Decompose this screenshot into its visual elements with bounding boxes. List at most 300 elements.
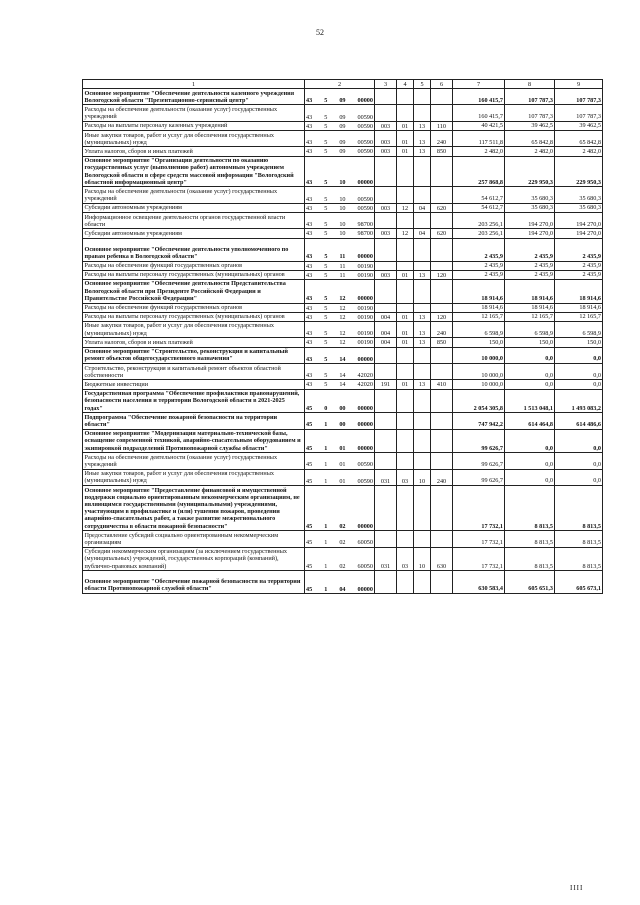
code-part: 14 — [339, 355, 346, 363]
section-code — [397, 389, 414, 413]
amount-col-8: 194 270,0 — [505, 213, 555, 229]
row-name: Основное мероприятие "Обеспечение деятельности Представительства Вологодской области при Президенте Российской Федерации и Правительстве Российской Федерации" — [83, 279, 305, 303]
table-row — [83, 364, 603, 380]
section-code — [397, 89, 414, 105]
amount-col-9: 0,0 — [555, 469, 603, 485]
expense-type-code: 410 — [431, 380, 453, 389]
amount-col-7: 2 054 305,8 — [453, 389, 505, 413]
row-name: Бюджетные инвестиции — [83, 380, 305, 389]
subsection-code: 13 — [414, 321, 431, 337]
row-name: Иные закупки товаров, работ и услуг для обеспечения государственных (муниципальных) нужд — [83, 321, 305, 337]
target-code-cell — [305, 121, 375, 130]
ministry-code — [375, 238, 397, 261]
code-part: 1 — [324, 477, 328, 485]
target-code — [305, 148, 374, 155]
amount-col-9: 0,0 — [555, 453, 603, 469]
expense-type-code — [431, 413, 453, 429]
amount-col-7: 12 165,7 — [453, 312, 505, 321]
expense-type-code — [431, 453, 453, 469]
code-part: 5 — [324, 372, 328, 380]
row-name: Расходы на выплаты персоналу государственных (муниципальных) органов — [83, 270, 305, 279]
code-part: 09 — [339, 139, 346, 147]
row-name: Основное мероприятие "Обеспечение деятельности уполномоченного по правам ребенка в Вологодской области" — [83, 238, 305, 261]
section-code: 03 — [397, 547, 414, 571]
amount-col-8: 8 813,5 — [505, 531, 555, 547]
ministry-code — [375, 389, 397, 413]
code-part: 10 — [339, 230, 346, 238]
target-code — [305, 445, 374, 452]
subsection-code — [414, 389, 431, 413]
subsection-code — [414, 429, 431, 453]
amount-col-8: 18 914,6 — [505, 279, 555, 303]
amount-col-7: 6 598,9 — [453, 321, 505, 337]
amount-col-7: 203 256,1 — [453, 213, 505, 229]
ministry-code — [375, 347, 397, 363]
amount-col-9: 1 493 083,2 — [555, 389, 603, 413]
code-part: 45 — [306, 477, 313, 485]
amount-col-8: 35 680,3 — [505, 203, 555, 212]
code-part: 43 — [306, 179, 313, 187]
code-part: 5 — [324, 97, 328, 105]
code-part: 43 — [306, 204, 313, 212]
ministry-code — [375, 531, 397, 547]
target-code — [305, 381, 374, 388]
code-part: 09 — [339, 97, 346, 105]
code-part: 01 — [339, 477, 346, 485]
subsection-code — [414, 187, 431, 203]
amount-col-8: 605 651,3 — [505, 571, 555, 594]
page-number: 52 — [316, 28, 324, 37]
section-code — [397, 571, 414, 594]
code-part: 00 — [339, 405, 346, 413]
code-part: 00590 — [357, 148, 373, 156]
target-code-cell — [305, 238, 375, 261]
code-part: 5 — [324, 271, 328, 279]
amount-col-8: 150,0 — [505, 338, 555, 347]
code-part: 5 — [324, 113, 328, 121]
code-part: 45 — [306, 461, 313, 469]
amount-col-9: 194 270,0 — [555, 213, 603, 229]
section-code: 01 — [397, 312, 414, 321]
target-code-cell — [305, 453, 375, 469]
amount-col-8: 0,0 — [505, 364, 555, 380]
section-code: 01 — [397, 131, 414, 147]
target-code — [305, 330, 374, 337]
ministry-code: 004 — [375, 338, 397, 347]
amount-col-9: 2 435,9 — [555, 270, 603, 279]
expense-type-code — [431, 429, 453, 453]
section-code: 01 — [397, 380, 414, 389]
target-code-cell — [305, 469, 375, 485]
subsection-code — [414, 364, 431, 380]
section-code — [397, 413, 414, 429]
row-name: Субсидии автономным учреждениям — [83, 203, 305, 212]
row-name: Расходы на выплаты персоналу казенных учреждений — [83, 121, 305, 130]
code-part: 00000 — [357, 253, 373, 261]
expense-type-code — [431, 213, 453, 229]
table-row — [83, 347, 603, 363]
col-header: 2 — [305, 80, 375, 89]
row-name: Расходы на обеспечение функций государственных органов — [83, 261, 305, 270]
target-code — [305, 221, 374, 228]
amount-col-7: 203 256,1 — [453, 229, 505, 238]
target-code-cell — [305, 203, 375, 212]
section-code: 12 — [397, 229, 414, 238]
table-row — [83, 321, 603, 337]
subsection-code — [414, 453, 431, 469]
code-part: 00190 — [357, 271, 373, 279]
code-part: 43 — [306, 139, 313, 147]
amount-col-7: 10 000,0 — [453, 364, 505, 380]
amount-col-8: 39 462,5 — [505, 121, 555, 130]
amount-col-9: 8 813,5 — [555, 547, 603, 571]
expense-type-code — [431, 187, 453, 203]
target-code-cell — [305, 105, 375, 121]
amount-col-9: 2 482,0 — [555, 147, 603, 156]
amount-col-7: 2 435,9 — [453, 270, 505, 279]
amount-col-8: 0,0 — [505, 429, 555, 453]
expense-type-code — [431, 347, 453, 363]
col-header: 9 — [555, 80, 603, 89]
target-code — [305, 205, 374, 212]
budget-table — [82, 79, 603, 594]
code-part: 00590 — [357, 195, 373, 203]
target-code — [305, 539, 374, 546]
code-part: 43 — [306, 230, 313, 238]
code-part: 09 — [339, 113, 346, 121]
ministry-code — [375, 486, 397, 531]
code-part: 00190 — [357, 313, 373, 321]
target-code — [305, 356, 374, 363]
section-code: 01 — [397, 338, 414, 347]
ministry-code: 004 — [375, 312, 397, 321]
section-code — [397, 105, 414, 121]
table-row — [83, 531, 603, 547]
amount-col-8: 0,0 — [505, 453, 555, 469]
code-part: 11 — [339, 253, 346, 261]
ministry-code — [375, 571, 397, 594]
code-part: 5 — [324, 339, 328, 347]
amount-col-7: 18 914,6 — [453, 303, 505, 312]
amount-col-9: 2 435,9 — [555, 261, 603, 270]
code-part: 43 — [306, 253, 313, 261]
table-row — [83, 453, 603, 469]
row-name: Уплата налогов, сборов и иных платежей — [83, 338, 305, 347]
section-code: 12 — [397, 203, 414, 212]
target-code — [305, 339, 374, 346]
code-part: 00190 — [357, 339, 373, 347]
expense-type-code: 620 — [431, 229, 453, 238]
target-code-cell — [305, 213, 375, 229]
col-header: 6 — [431, 80, 453, 89]
code-part: 00000 — [357, 179, 373, 187]
ministry-code: 191 — [375, 380, 397, 389]
section-code — [397, 347, 414, 363]
expense-type-code — [431, 531, 453, 547]
subsection-code — [414, 531, 431, 547]
section-code: 01 — [397, 270, 414, 279]
amount-col-7: 99 626,7 — [453, 469, 505, 485]
code-part: 43 — [306, 330, 313, 338]
target-code-cell — [305, 89, 375, 105]
row-name: Субсидии некоммерческим организациям (за исключением государственных (муниципальных) учреждений, государственных корпораций (компаний), публично-правовых компаний) — [83, 547, 305, 571]
amount-col-7: 54 612,7 — [453, 203, 505, 212]
code-part: 14 — [339, 381, 346, 389]
row-name: Иные закупки товаров, работ и услуг для обеспечения государственных (муниципальных) нужд — [83, 469, 305, 485]
ministry-code — [375, 279, 397, 303]
target-code — [305, 263, 374, 270]
amount-col-7: 17 732,1 — [453, 547, 505, 571]
code-part: 1 — [324, 445, 328, 453]
table-row — [83, 270, 603, 279]
amount-col-8: 614 464,8 — [505, 413, 555, 429]
code-part: 5 — [324, 304, 328, 312]
target-code-cell — [305, 279, 375, 303]
code-part: 98700 — [357, 221, 373, 229]
amount-col-9: 194 270,0 — [555, 229, 603, 238]
expense-type-code: 240 — [431, 321, 453, 337]
table-row — [83, 469, 603, 485]
table-row — [83, 413, 603, 429]
row-name: Основное мероприятие "Модернизация материально-технической базы, оснащение современной техникой, аварийно-спасательным оборудованием и экипировкой подразделений Противопожарной службы области" — [83, 429, 305, 453]
table-row — [83, 156, 603, 187]
ministry-code — [375, 105, 397, 121]
target-code — [305, 97, 374, 104]
code-part: 43 — [306, 221, 313, 229]
code-part: 02 — [339, 539, 346, 547]
ministry-code: 003 — [375, 229, 397, 238]
section-code — [397, 364, 414, 380]
ministry-code: 003 — [375, 147, 397, 156]
code-part: 43 — [306, 339, 313, 347]
row-name: Расходы на обеспечение деятельности (оказание услуг) государственных учреждений — [83, 453, 305, 469]
target-code-cell — [305, 364, 375, 380]
code-part: 00 — [339, 421, 346, 429]
target-code — [305, 230, 374, 237]
target-code-cell — [305, 321, 375, 337]
table-row — [83, 238, 603, 261]
table-row — [83, 147, 603, 156]
table-row — [83, 105, 603, 121]
amount-col-7: 747 942,2 — [453, 413, 505, 429]
amount-col-9: 605 673,1 — [555, 571, 603, 594]
amount-col-9: 8 813,5 — [555, 486, 603, 531]
amount-col-8: 0,0 — [505, 347, 555, 363]
code-part: 00190 — [357, 330, 373, 338]
subsection-code — [414, 238, 431, 261]
expense-type-code: 620 — [431, 203, 453, 212]
target-code — [305, 405, 374, 412]
table-row — [83, 429, 603, 453]
amount-col-9: 18 914,6 — [555, 279, 603, 303]
expense-type-code: 850 — [431, 338, 453, 347]
code-part: 09 — [339, 148, 346, 156]
amount-col-7: 150,0 — [453, 338, 505, 347]
code-part: 43 — [306, 195, 313, 203]
code-part: 10 — [339, 179, 346, 187]
col-header: 4 — [397, 80, 414, 89]
table-row — [83, 571, 603, 594]
code-part: 60050 — [357, 563, 373, 571]
code-part: 5 — [324, 262, 328, 270]
ministry-code: 003 — [375, 270, 397, 279]
target-code — [305, 586, 374, 593]
code-part: 43 — [306, 372, 313, 380]
table-row — [83, 303, 603, 312]
expense-type-code: 110 — [431, 121, 453, 130]
code-part: 0 — [324, 405, 328, 413]
target-code — [305, 523, 374, 530]
amount-col-9: 65 842,8 — [555, 131, 603, 147]
row-name: Основное мероприятие "Обеспечение пожарной безопасности на территории области Противопожарной службой области" — [83, 571, 305, 594]
code-part: 43 — [306, 148, 313, 156]
amount-col-7: 99 626,7 — [453, 453, 505, 469]
ministry-code — [375, 303, 397, 312]
code-part: 5 — [324, 313, 328, 321]
code-part: 43 — [306, 355, 313, 363]
amount-col-9: 107 787,3 — [555, 89, 603, 105]
code-part: 1 — [324, 523, 328, 531]
amount-col-9: 8 813,5 — [555, 531, 603, 547]
col-header: 7 — [453, 80, 505, 89]
subsection-code: 13 — [414, 380, 431, 389]
code-part: 5 — [324, 381, 328, 389]
code-part: 60050 — [357, 539, 373, 547]
code-part: 5 — [324, 221, 328, 229]
amount-col-8: 65 842,8 — [505, 131, 555, 147]
code-part: 42020 — [357, 381, 373, 389]
expense-type-code — [431, 261, 453, 270]
code-part: 45 — [306, 445, 313, 453]
row-name: Расходы на выплаты персоналу государственных (муниципальных) органов — [83, 312, 305, 321]
ministry-code — [375, 187, 397, 203]
expense-type-code — [431, 238, 453, 261]
target-code-cell — [305, 338, 375, 347]
expense-type-code — [431, 303, 453, 312]
code-part: 43 — [306, 271, 313, 279]
target-code-cell — [305, 413, 375, 429]
table-row — [83, 389, 603, 413]
expense-type-code — [431, 571, 453, 594]
target-code — [305, 478, 374, 485]
amount-col-7: 54 612,7 — [453, 187, 505, 203]
code-part: 45 — [306, 563, 313, 571]
amount-col-9: 614 486,6 — [555, 413, 603, 429]
col-header: 1 — [83, 80, 305, 89]
code-part: 45 — [306, 421, 313, 429]
code-part: 00590 — [357, 204, 373, 212]
amount-col-9: 18 914,6 — [555, 303, 603, 312]
expense-type-code: 630 — [431, 547, 453, 571]
amount-col-9: 0,0 — [555, 347, 603, 363]
amount-col-8: 2 435,9 — [505, 270, 555, 279]
code-part: 42020 — [357, 372, 373, 380]
target-code-cell — [305, 303, 375, 312]
code-part: 1 — [324, 585, 328, 593]
amount-col-8: 229 950,3 — [505, 156, 555, 187]
ministry-code: 031 — [375, 469, 397, 485]
table-row — [83, 338, 603, 347]
subsection-code: 13 — [414, 270, 431, 279]
row-name: Подпрограмма "Обеспечение пожарной безопасности на территории области" — [83, 413, 305, 429]
section-code: 01 — [397, 121, 414, 130]
ministry-code: 003 — [375, 131, 397, 147]
target-code-cell — [305, 131, 375, 147]
expense-type-code — [431, 389, 453, 413]
expense-type-code: 240 — [431, 469, 453, 485]
target-code — [305, 139, 374, 146]
row-name: Основное мероприятие "Предоставление финансовой и имущественной поддержки социально ориентированным некоммерческим организациям, не являющимся государственными (муниципальными) учреждениями, участвующим в профилактике и (или) тушении пожаров, проведении аварийно-спасательных работ, а также развитие межрегионального сотрудничества в области пожарной безопасности" — [83, 486, 305, 531]
code-part: 5 — [324, 230, 328, 238]
target-code-cell — [305, 547, 375, 571]
amount-col-7: 10 000,0 — [453, 347, 505, 363]
code-part: 43 — [306, 122, 313, 130]
ministry-code — [375, 156, 397, 187]
target-code-cell — [305, 347, 375, 363]
subsection-code: 13 — [414, 147, 431, 156]
target-code-cell — [305, 270, 375, 279]
amount-col-7: 2 435,9 — [453, 261, 505, 270]
amount-col-7: 99 626,7 — [453, 429, 505, 453]
code-part: 00590 — [357, 461, 373, 469]
code-part: 5 — [324, 204, 328, 212]
amount-col-7: 17 732,1 — [453, 531, 505, 547]
target-code-cell — [305, 531, 375, 547]
amount-col-7: 160 415,7 — [453, 105, 505, 121]
row-name: Уплата налогов, сборов и иных платежей — [83, 147, 305, 156]
footer-mark: ІІІІ — [570, 884, 584, 892]
row-name: Предоставление субсидий социально ориентированным некоммерческим организациям — [83, 531, 305, 547]
amount-col-7: 17 732,1 — [453, 486, 505, 531]
code-part: 00000 — [357, 405, 373, 413]
amount-col-7: 10 000,0 — [453, 380, 505, 389]
code-part: 1 — [324, 563, 328, 571]
code-part: 5 — [324, 139, 328, 147]
table-body — [83, 89, 603, 594]
row-name: Информационное освещение деятельности органов государственной власти области — [83, 213, 305, 229]
amount-col-7: 160 415,7 — [453, 89, 505, 105]
subsection-code: 13 — [414, 338, 431, 347]
code-part: 10 — [339, 221, 346, 229]
amount-col-9: 12 165,7 — [555, 312, 603, 321]
amount-col-9: 39 462,5 — [555, 121, 603, 130]
code-part: 5 — [324, 148, 328, 156]
target-code — [305, 272, 374, 279]
subsection-code — [414, 413, 431, 429]
amount-col-8: 1 513 048,1 — [505, 389, 555, 413]
code-part: 43 — [306, 262, 313, 270]
code-part: 00000 — [357, 445, 373, 453]
table-row — [83, 89, 603, 105]
subsection-code — [414, 279, 431, 303]
expense-type-code: 850 — [431, 147, 453, 156]
amount-col-8: 2 435,9 — [505, 261, 555, 270]
subsection-code: 13 — [414, 131, 431, 147]
target-code-cell — [305, 261, 375, 270]
amount-col-7: 630 583,4 — [453, 571, 505, 594]
code-part: 5 — [324, 295, 328, 303]
ministry-code — [375, 413, 397, 429]
target-code-cell — [305, 571, 375, 594]
amount-col-7: 18 914,6 — [453, 279, 505, 303]
expense-type-code: 240 — [431, 131, 453, 147]
section-code — [397, 261, 414, 270]
target-code — [305, 114, 374, 121]
ministry-code: 031 — [375, 547, 397, 571]
col-header: 5 — [414, 80, 431, 89]
target-code — [305, 372, 374, 379]
code-part: 12 — [339, 313, 346, 321]
